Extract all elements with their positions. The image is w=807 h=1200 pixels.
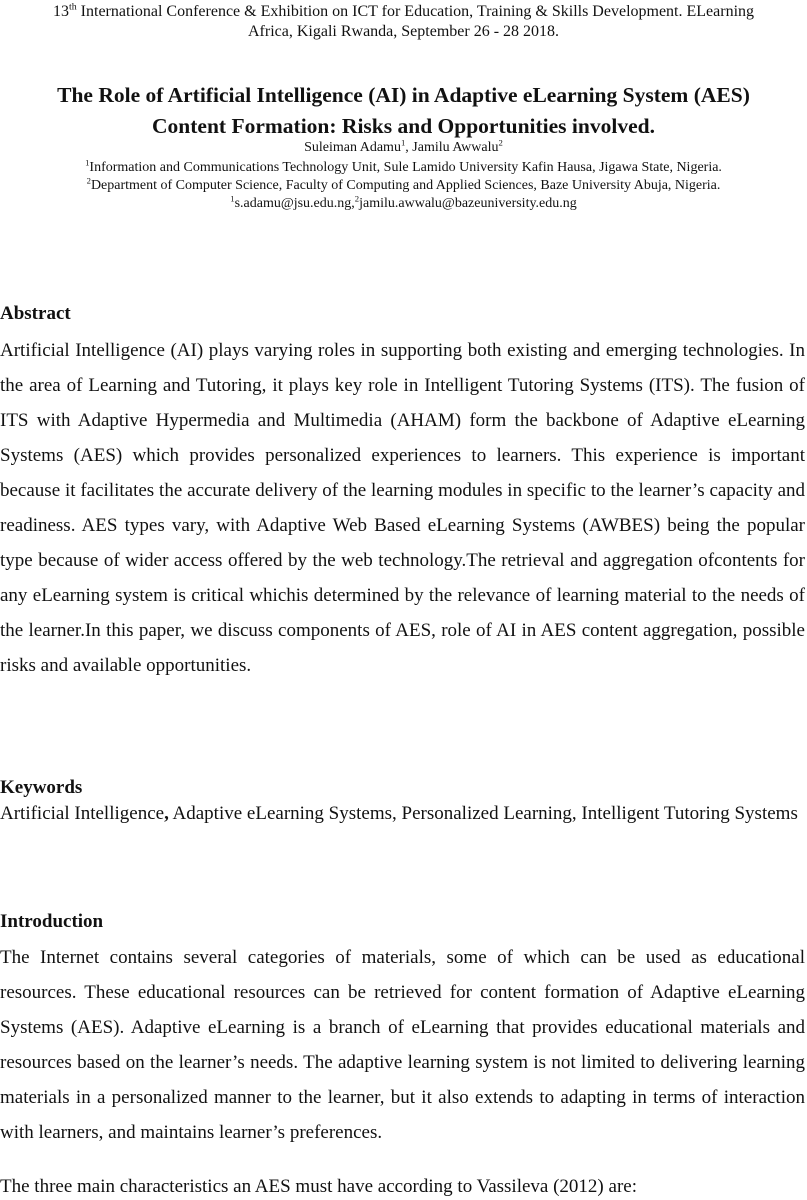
affiliation-1 — [0, 159, 807, 176]
email-2-marker: 2 — [354, 193, 360, 204]
keywords-heading: Keywords — [0, 777, 83, 798]
author-1-affiliation: 1 — [400, 137, 406, 148]
paper-title — [0, 80, 807, 142]
keywords-text — [0, 800, 805, 827]
affiliation-2-text: Department of Computer Science, Faculty of Computing and Applied Sciences, Baze University Abuja, Nigeria. — [90, 178, 721, 193]
email-2: jamilu.awwalu@bazeuniversity.edu.ng — [359, 196, 577, 211]
introduction-heading: Introduction — [0, 911, 104, 932]
abstract-heading: Abstract — [0, 303, 71, 324]
author-1: Suleiman Adamu — [304, 140, 401, 155]
email-1-marker: 1 — [230, 193, 235, 204]
conference-title-text: International Conference & Exhibition on ICT for Education, Training & Skills Development. ELearning — [76, 3, 755, 20]
introduction-followup: The three main characteristics an AES must have according to Vassileva (2012) are: — [0, 1176, 637, 1197]
conference-line-2: Africa, Kigali Rwanda, September 26 - 28 2018. — [247, 23, 560, 40]
keyword-comma: , — [164, 803, 169, 824]
affiliation-2-marker: 2 — [86, 175, 91, 186]
author-2-affiliation: 2 — [498, 137, 503, 148]
conference-ordinal: th — [68, 1, 77, 13]
conference-line-1 — [0, 2, 807, 22]
introduction-text: The Internet contains several categories of materials, some of which can be used as educational resources. These educational resources can be retrieved for content formation of Adaptive eLearning Systems (AES). Adaptive eLearning is a branch of eLearning that provides educational materials and resources based on the learner’s needs. The adaptive learning system is not limited to delivering learning materials in a personalized manner to the learner, but it also extends to adapting in terms of interaction with learners, and maintains learner’s preferences. — [0, 947, 805, 1143]
affiliation-1-text: Information and Communications Technology Unit, Sule Lamido University Kafin Hausa, Jigawa State, Nigeria. — [89, 160, 722, 175]
paper-title-line-2: Content Formation: Risks and Opportunities involved. — [152, 114, 655, 138]
keyword-first: Artificial Intelligence — [0, 803, 165, 824]
conference-header — [0, 2, 807, 42]
paper-title-line-1: The Role of Artificial Intelligence (AI) in Adaptive eLearning System (AES) — [57, 83, 750, 107]
author-2: Jamilu Awwalu — [412, 140, 499, 155]
conference-number: 13 — [52, 3, 69, 20]
email-1: s.adamu@jsu.edu.ng, — [234, 196, 355, 211]
affiliation-1-marker: 1 — [85, 157, 90, 168]
keyword-rest: Adaptive eLearning Systems, Personalized Learning, Intelligent Tutoring Systems — [168, 803, 798, 824]
abstract-text: Artificial Intelligence (AI) plays varying roles in supporting both existing and emerging technologies. In the area of Learning and Tutoring, it plays key role in Intelligent Tutoring Systems (ITS). The fusion of ITS with Adaptive Hypermedia and Multimedia (AHAM) form the backbone of Adaptive eLearning Systems (AES) which provides personalized experiences to learners. This experience is important because it facilitates the accurate delivery of the learning modules in specific to the learner’s capacity and readiness. AES types vary, with Adaptive Web Based eLearning Systems (AWBES) being the popular type because of wider access offered by the web technology.The retrieval and aggregation ofcontents for any eLearning system is critical whichis determined by the relevance of learning material to the needs of the learner.In this paper, we discuss components of AES, role of AI in AES content aggregation, possible risks and available opportunities. — [0, 340, 805, 676]
affiliation-2 — [0, 177, 807, 194]
author-emails — [0, 195, 807, 212]
author-separator: , — [405, 140, 413, 155]
author-list — [0, 139, 807, 156]
